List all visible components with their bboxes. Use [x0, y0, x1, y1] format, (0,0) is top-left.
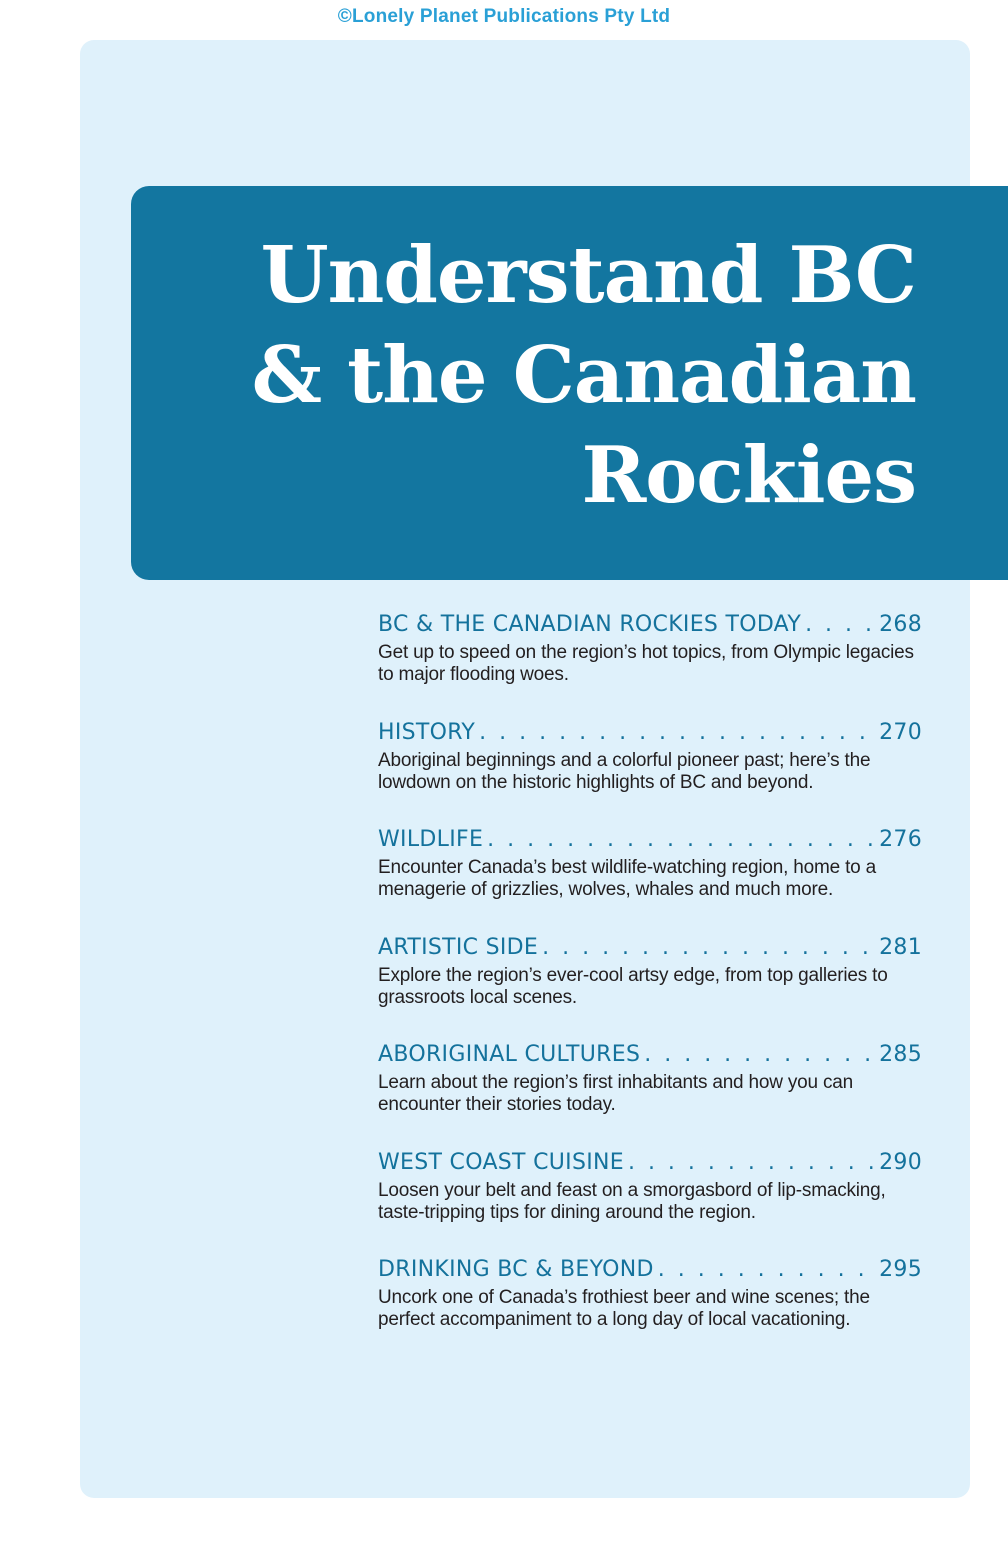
toc-entry-title[interactable]: HISTORY: [378, 719, 476, 745]
title-line-1: Understand BC: [260, 230, 916, 321]
toc-page-number[interactable]: 281: [879, 934, 922, 960]
toc-entry-description: Loosen your belt and feast on a smorgasbord of lip-smacking, taste-tripping tips for dining around the region.: [378, 1179, 886, 1223]
toc-entry-heading[interactable]: [378, 1040, 922, 1070]
toc-entry-title[interactable]: WILDLIFE: [378, 827, 484, 852]
toc-entry-description: Learn about the region’s first inhabitants and how you can encounter their stories today.: [378, 1072, 853, 1115]
toc-entry-title[interactable]: BC & THE CANADIAN ROCKIES TODAY: [378, 612, 802, 637]
toc-page-number[interactable]: 276: [879, 827, 922, 852]
toc-entry-heading[interactable]: [378, 825, 922, 855]
toc-page-number[interactable]: 270: [879, 719, 922, 745]
toc-leader-dots: [805, 610, 875, 640]
toc-entry-heading[interactable]: [378, 1148, 922, 1178]
copyright-notice: ©Lonely Planet Publications Pty Ltd: [337, 6, 671, 27]
toc-page-number[interactable]: 290: [879, 1149, 922, 1175]
toc-leader-dots: [479, 718, 875, 748]
toc-entry-description: Explore the region’s ever-cool artsy edge, from top galleries to grassroots local scenes.: [378, 964, 888, 1008]
toc-page-number[interactable]: 285: [879, 1042, 922, 1067]
title-line-3: Rockies: [581, 430, 916, 521]
table-of-contents: [378, 610, 922, 1363]
toc-entry-description: Aboriginal beginnings and a colorful pioneer past; here’s the lowdown on the historic highlights of BC and beyond.: [378, 749, 871, 793]
toc-page-number[interactable]: 268: [879, 612, 922, 637]
toc-entry-title[interactable]: ARTISTIC SIDE: [378, 934, 539, 960]
title-line-2: & the Canadian: [251, 330, 916, 421]
toc-entry-title[interactable]: WEST COAST CUISINE: [378, 1149, 624, 1175]
title-banner: [131, 186, 1008, 580]
toc-entry-west-coast-cuisine[interactable]: [378, 1148, 922, 1256]
toc-leader-dots: [487, 825, 875, 855]
toc-leader-dots: [542, 933, 875, 963]
toc-entry-aboriginal-cultures[interactable]: [378, 1040, 922, 1148]
toc-entry-description: Encounter Canada’s best wildlife-watching region, home to a menagerie of grizzlies, wolves, whales and much more.: [378, 857, 876, 900]
toc-entry-heading[interactable]: [378, 718, 922, 748]
toc-entry-today[interactable]: [378, 610, 922, 718]
toc-leader-dots: [628, 1148, 875, 1178]
toc-entry-title[interactable]: DRINKING BC & BEYOND: [378, 1257, 654, 1282]
toc-page-number[interactable]: 295: [879, 1257, 922, 1282]
toc-leader-dots: [644, 1040, 875, 1070]
toc-entry-description: Get up to speed on the region’s hot topics, from Olympic legacies to major flooding woes.: [378, 642, 914, 685]
toc-entry-history[interactable]: [378, 718, 922, 826]
toc-entry-heading[interactable]: [378, 1255, 922, 1285]
page-title: [252, 226, 916, 526]
toc-entry-artistic-side[interactable]: [378, 933, 922, 1041]
toc-leader-dots: [658, 1255, 875, 1285]
toc-entry-heading[interactable]: [378, 610, 922, 640]
toc-entry-description: Uncork one of Canada’s frothiest beer and wine scenes; the perfect accompaniment to a long day of local vacationing.: [378, 1287, 870, 1330]
toc-entry-wildlife[interactable]: [378, 825, 922, 933]
toc-entry-title[interactable]: ABORIGINAL CULTURES: [378, 1042, 641, 1067]
toc-entry-heading[interactable]: [378, 933, 922, 963]
toc-entry-drinking[interactable]: [378, 1255, 922, 1363]
